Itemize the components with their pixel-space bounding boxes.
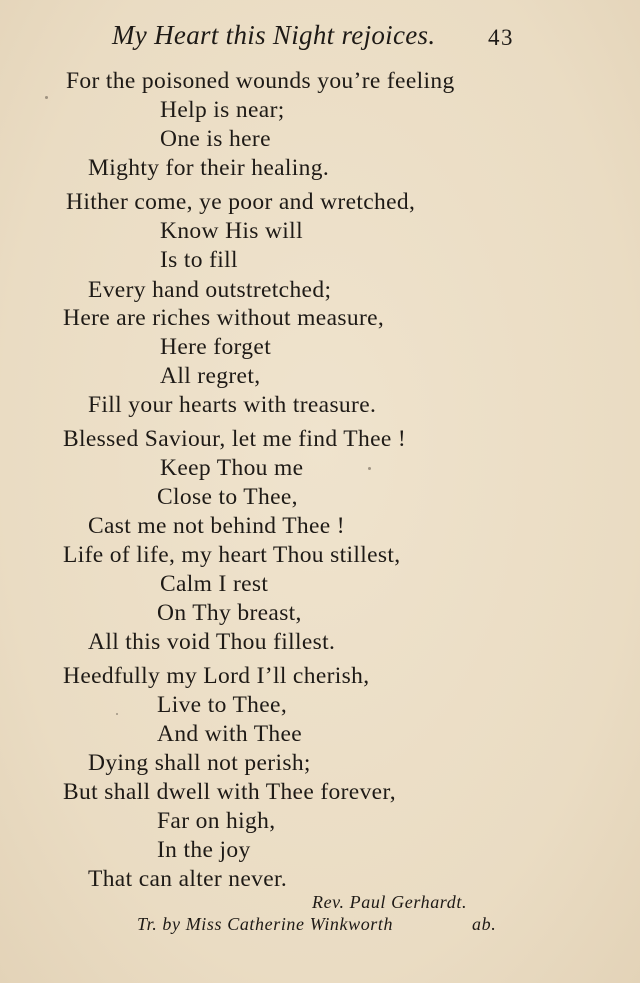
poem-line: Close to Thee,	[157, 484, 298, 510]
poem-line: Calm I rest	[160, 571, 269, 597]
poem-line: Live to Thee,	[157, 692, 288, 718]
poem-line: In the joy	[157, 837, 251, 863]
poem-line: One is here	[160, 126, 271, 152]
paper-speck	[116, 713, 118, 715]
poem-line: All regret,	[160, 363, 261, 389]
paper-speck	[368, 467, 371, 470]
poem-line: Heedfully my Lord I’ll cherish,	[63, 663, 370, 689]
poem-line: Fill your hearts with treasure.	[88, 392, 377, 418]
poem-line: Cast me not behind Thee !	[88, 513, 345, 539]
poem-line: Hither come, ye poor and wretched,	[66, 189, 416, 215]
poem-line: Here are riches without measure,	[63, 305, 385, 331]
poem-line: Life of life, my heart Thou stillest,	[63, 542, 401, 568]
paper-speck	[45, 96, 48, 99]
poem-line: Keep Thou me	[160, 455, 304, 481]
poem-line: Help is near;	[160, 97, 285, 123]
poem-line: Mighty for their healing.	[88, 155, 330, 181]
poem-line: And with Thee	[157, 721, 303, 747]
poem-line: Far on high,	[157, 808, 276, 834]
translator-attribution: Tr. by Miss Catherine Winkworth	[137, 914, 394, 934]
poem-line: That can alter never.	[88, 866, 288, 892]
poem-line: Is to fill	[160, 247, 238, 273]
author-attribution: Rev. Paul Gerhardt.	[312, 892, 468, 912]
poem-line: All this void Thou fillest.	[88, 629, 336, 655]
poem-line: On Thy breast,	[157, 600, 302, 626]
poem-line: But shall dwell with Thee forever,	[63, 779, 396, 805]
poem-line: Blessed Saviour, let me find Thee !	[63, 426, 407, 452]
poem-line: Every hand outstretched;	[88, 277, 332, 303]
poem-line: Here forget	[160, 334, 272, 360]
poem-line: Know His will	[160, 218, 303, 244]
poem-line: Dying shall not perish;	[88, 750, 311, 776]
running-title: My Heart this Night rejoices.	[112, 20, 436, 50]
poem-line: For the poisoned wounds you’re feeling	[66, 68, 455, 94]
attribution-suffix: ab.	[472, 914, 497, 934]
page-number: 43	[488, 25, 514, 50]
